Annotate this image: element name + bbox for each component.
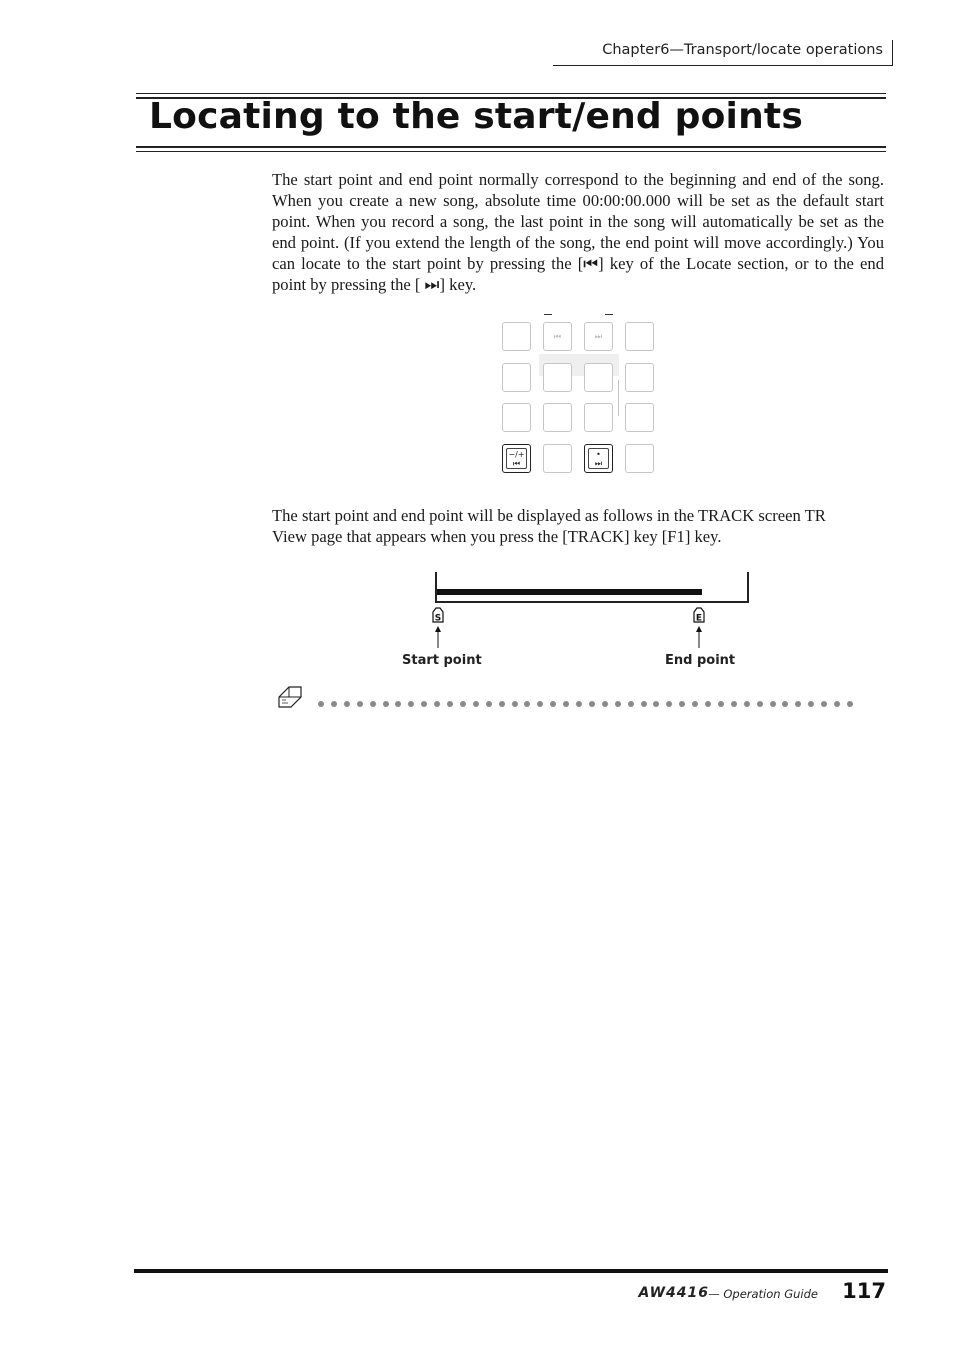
song-region-bar bbox=[437, 589, 702, 595]
brand-logo: AW4416 bbox=[638, 1285, 709, 1301]
locate-key[interactable] bbox=[584, 363, 613, 392]
memo-icon bbox=[276, 683, 306, 713]
leader-dot bbox=[628, 701, 634, 707]
start-marker-label: S bbox=[434, 613, 442, 624]
leader-dot bbox=[757, 701, 763, 707]
note-dotted-leader bbox=[318, 700, 858, 708]
leader-dot bbox=[331, 701, 337, 707]
leader-dot bbox=[563, 701, 569, 707]
locate-keys-figure bbox=[496, 310, 660, 480]
leader-dot bbox=[847, 701, 853, 707]
leader-dot bbox=[641, 701, 647, 707]
skip-back-icon: ⏮ bbox=[553, 332, 562, 341]
track-view-paragraph: The start point and end point will be displayed as follows in the TRACK screen TR View page that appears when you press the [TRACK] key [F1] key. bbox=[272, 506, 826, 546]
start-arrow-head bbox=[435, 626, 441, 632]
leader-dot bbox=[383, 701, 389, 707]
leader-dot bbox=[834, 701, 840, 707]
leader-dot bbox=[679, 701, 685, 707]
locate-key[interactable] bbox=[543, 403, 572, 432]
leader-dot bbox=[447, 701, 453, 707]
start-end-timeline-figure bbox=[400, 570, 760, 650]
locate-key[interactable] bbox=[543, 444, 572, 473]
leader-dot bbox=[421, 701, 427, 707]
leader-dot bbox=[821, 701, 827, 707]
page-title: Locating to the start/end points bbox=[149, 96, 803, 137]
leader-dot bbox=[718, 701, 724, 707]
fast-forward-icon: • ⏭ bbox=[594, 450, 603, 468]
leader-dot bbox=[550, 701, 556, 707]
leader-dot bbox=[731, 701, 737, 707]
leader-dot bbox=[408, 701, 414, 707]
end-arrow-head bbox=[696, 626, 702, 632]
leader-dot bbox=[512, 701, 518, 707]
leader-dot bbox=[782, 701, 788, 707]
leader-dot bbox=[357, 701, 363, 707]
leader-dot bbox=[460, 701, 466, 707]
leader-dot bbox=[705, 701, 711, 707]
leader-dot bbox=[370, 701, 376, 707]
title-rule-bottom-thin bbox=[136, 151, 886, 152]
leader-dot bbox=[692, 701, 698, 707]
key-label-dash bbox=[544, 314, 552, 315]
skip-forward-icon: ⏭ bbox=[594, 332, 603, 341]
locate-key[interactable] bbox=[625, 444, 654, 473]
locate-key[interactable] bbox=[502, 363, 531, 392]
locate-key[interactable] bbox=[625, 322, 654, 351]
leader-dot bbox=[744, 701, 750, 707]
leader-dot bbox=[486, 701, 492, 707]
end-point-caption: End point bbox=[665, 653, 736, 668]
group-bracket bbox=[618, 380, 619, 416]
title-rule-top-thin bbox=[136, 93, 886, 94]
locate-key[interactable] bbox=[502, 322, 531, 351]
timeline-graphic bbox=[400, 570, 760, 650]
locate-key[interactable] bbox=[584, 403, 613, 432]
locate-next-key[interactable] bbox=[584, 322, 613, 351]
leader-dot bbox=[602, 701, 608, 707]
fast-forward-to-end-key[interactable] bbox=[584, 444, 613, 473]
footer-rule bbox=[134, 1269, 888, 1273]
key-label-dash bbox=[605, 314, 613, 315]
leader-dot bbox=[808, 701, 814, 707]
start-point-caption: Start point bbox=[402, 653, 482, 668]
intro-paragraph: The start point and end point normally correspond to the beginning and end of the song. When you create a new song, absolute time 00:00:00.000 will be set as the default start point. When you record a song, the last point in the song will automatically be set as the end point. (If you extend the length of the song, the end point will move accordingly.) You can locate to the start point by pressing the [⏮] key of the Locate section, or to the end point by pressing the [ ⏭] key. bbox=[272, 170, 884, 294]
leader-dot bbox=[653, 701, 659, 707]
leader-dot bbox=[473, 701, 479, 707]
leader-dot bbox=[666, 701, 672, 707]
running-header bbox=[553, 40, 893, 66]
leader-dot bbox=[524, 701, 530, 707]
leader-dot bbox=[395, 701, 401, 707]
leader-dot bbox=[795, 701, 801, 707]
leader-dot bbox=[576, 701, 582, 707]
guide-label: — Operation Guide bbox=[708, 1287, 818, 1301]
leader-dot bbox=[589, 701, 595, 707]
leader-dot bbox=[770, 701, 776, 707]
leader-dot bbox=[537, 701, 543, 707]
leader-dot bbox=[499, 701, 505, 707]
leader-dot bbox=[615, 701, 621, 707]
leader-dot bbox=[344, 701, 350, 707]
chapter-title: Chapter6—Transport/locate operations bbox=[602, 42, 883, 58]
locate-key[interactable] bbox=[625, 403, 654, 432]
title-rule-bottom-thick bbox=[136, 146, 886, 148]
leader-dot bbox=[318, 701, 324, 707]
locate-key[interactable] bbox=[625, 363, 654, 392]
page-number: 117 bbox=[842, 1279, 886, 1303]
locate-prev-key[interactable] bbox=[543, 322, 572, 351]
leader-dot bbox=[434, 701, 440, 707]
locate-key[interactable] bbox=[543, 363, 572, 392]
rewind-icon: −/+ ⏮ bbox=[508, 450, 525, 468]
locate-key[interactable] bbox=[502, 403, 531, 432]
end-marker-label: E bbox=[695, 613, 703, 624]
rewind-to-start-key[interactable] bbox=[502, 444, 531, 473]
